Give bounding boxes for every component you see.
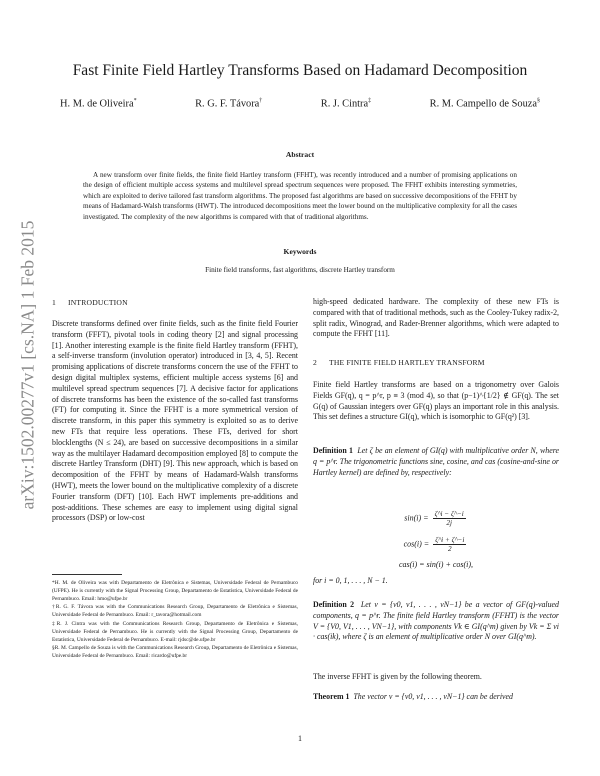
paper-title: Fast Finite Field Hartley Transforms Based on Hadamard Decomposition xyxy=(72,62,528,79)
author-1: H. M. de Oliveira* xyxy=(60,98,137,110)
intro-continued: high-speed dedicated hardware. The complexity of these new FTs is compared with that of traditional methods, such as the Cooley-Tukey radix-2, split radix, Winograd, and Rader-Brenner algorithms, which were adapted to compute the FFHT [11]. xyxy=(313,297,559,339)
equation-cas: cas(i) = sin(i) + cos(i), xyxy=(398,560,474,569)
keywords-text: Finite field transforms, fast algorithms, discrete Hartley transform xyxy=(205,266,395,274)
arxiv-id: arXiv:1502.00277v1 [cs.NA] 1 Feb 2015 xyxy=(17,220,38,510)
equation-sin: sin(i) = $\frac{\zeta\^{}i - \zeta\^{}-i}{2j}$ xyxy=(404,510,464,527)
footnote-rule xyxy=(52,574,122,575)
author-list xyxy=(60,98,540,109)
author-3: R. J. Cintra‡ xyxy=(320,98,372,110)
footnote-1: *H. M. de Oliveira was with Departamento de Eletrônica e Sistemas, Universidade Federal de Pernambuco (UFPE). He is currently with the Signal Processing Group, Departamento de Estatística, Universidade Federal de Pernambuco. Email: hmo@ufpe.br xyxy=(52,580,298,602)
footnote-2: †R. G. F. Távora was with the Communications Research Group, Departamento de Eletrônica e Sistemas, Universidade Federal de Pernambuco. Email: r_tavora@hotmail.com xyxy=(52,604,298,619)
section-2-paragraph: Finite field Hartley transforms are based on a trigonometry over Galois Fields GF(q), q = p^r, p ≡ 3 (mod 4), so that (p−1)^{1/2} ∉ GF(q). The set G(q) of Gaussian integers over GF(q) plays an important role in this analysis. This set defines a structure GI(q), which is isomorphic to GF(q²) [3]. xyxy=(313,380,559,422)
definition-2: Definition 2 Let v = {v0, v1, . . . , vN−1} be a vector of GF(q)-valued components, q = p^r. The finite field Hartley transform (FFHT) is the vector V = {V0, V1, . . . , VN−1}, with components Vk ∈ GI(q^m) given by Vk = Σ vi · cas(ik), where ζ is an element of multiplicative order N over GI(q^m). xyxy=(313,600,559,642)
section-2-heading: 2 THE FINITE FIELD HARTLEY TRANSFORM xyxy=(313,358,485,367)
equation-cos: cos(i) = $\frac{\zeta\^{}i + \zeta\^{}-i}{2}$ xyxy=(403,536,465,553)
section-1-heading: 1 INTRODUCTION xyxy=(52,298,128,307)
footnote-4: §R. M. Campello de Souza is with the Communications Research Group, Departamento de Eletrônica e Sistemas, Universidade Federal de Pernambuco. Email: ricardo@ufpe.br xyxy=(52,645,298,660)
theorem-1: Theorem 1 The vector v = {v0, v1, . . . , vN−1} can be derived xyxy=(313,692,514,701)
page-number: 1 xyxy=(298,734,302,743)
keywords-heading: Keywords xyxy=(283,247,317,256)
inverse-text: The inverse FFHT is given by the following theorem. xyxy=(313,672,482,681)
definition-1: Definition 1 Let ζ be an element of GI(q) with multiplicative order N, where q = p^r. The trigonometric functions sine, cosine, and cas (cosine-and-sine or Hartley kernel) are defined by, respectively: xyxy=(313,446,559,477)
author-4: R. M. Campello de Souza§ xyxy=(429,98,540,110)
section-1-body: Discrete transforms defined over finite fields, such as the finite field Fourier transform (FFFT), pivotal tools in coding theory [2] and signal processing [1]. Another interesting example is the finite field Hartley transform (FFHT), a self-inverse transform (involution operator) introduced in [3, 4, 5]. Recent promising applications of discrete transforms concern the use of the FFHT to design digital multiplex systems, efficient multiple access systems [6] and multilevel spread spectrum sequences [7]. A decisive factor for applications of discrete transforms has been the existence of the so-called fast transforms (FT) for computing it. Since the FFHT is a more symmetrical version of discrete transform, in this paper this symmetry is exploited so as to derive new FTs that require less operations. These FTs, derived for short blocklengths (N ≤ 24), are based on successive decompositions in a similar way as the multilayer Hadamard decomposition employed [8] to compute the discrete Hartley Transform (DHT) [9]. This new approach, which is based on decomposition of the FFHT by means of Hadamard-Walsh transforms (HWT), meets the lower bound on the multiplicative complexity of a discrete Fourier transform (DFT) [10]. Each HWT implements pre-additions and post-additions. These schemes are easy to implement using digital signal processors (DSP) or low-cost xyxy=(52,319,298,523)
definition-1-range: for i = 0, 1, . . . , N − 1. xyxy=(313,576,388,585)
footnote-3: ‡R. J. Cintra was with the Communications Research Group, Departamento de Eletrônica e Sistemas, Universidade Federal de Pernambuco. He is currently with the Signal Processing Group, Departamento de Estatística, Universidade Federal de Pernambuco. E-mail: rjdsc@de.ufpe.br xyxy=(52,620,298,643)
arxiv-stamp xyxy=(14,180,42,550)
abstract-text: A new transform over finite fields, the finite field Hartley transform (FFHT), was recently introduced and a number of promising applications on the design of efficient multiple access systems and multilevel spread spectrum sequences were proposed. The FFHT exhibits interesting symmetries, which are exploited to derive tailored fast transform algorithms. The proposed fast algorithms are based on successive decompositions of the FFHT by means of Hadamard-Walsh transforms (HWT). The introduced decompositions meet the lower bound on the multiplicative complexity for all the cases investigated. The complexity of the new algorithms is compared with that of traditional algorithms. xyxy=(83,171,518,221)
footnotes xyxy=(52,580,298,661)
author-2: R. G. F. Távora† xyxy=(195,98,263,110)
abstract-heading: Abstract xyxy=(285,150,315,159)
